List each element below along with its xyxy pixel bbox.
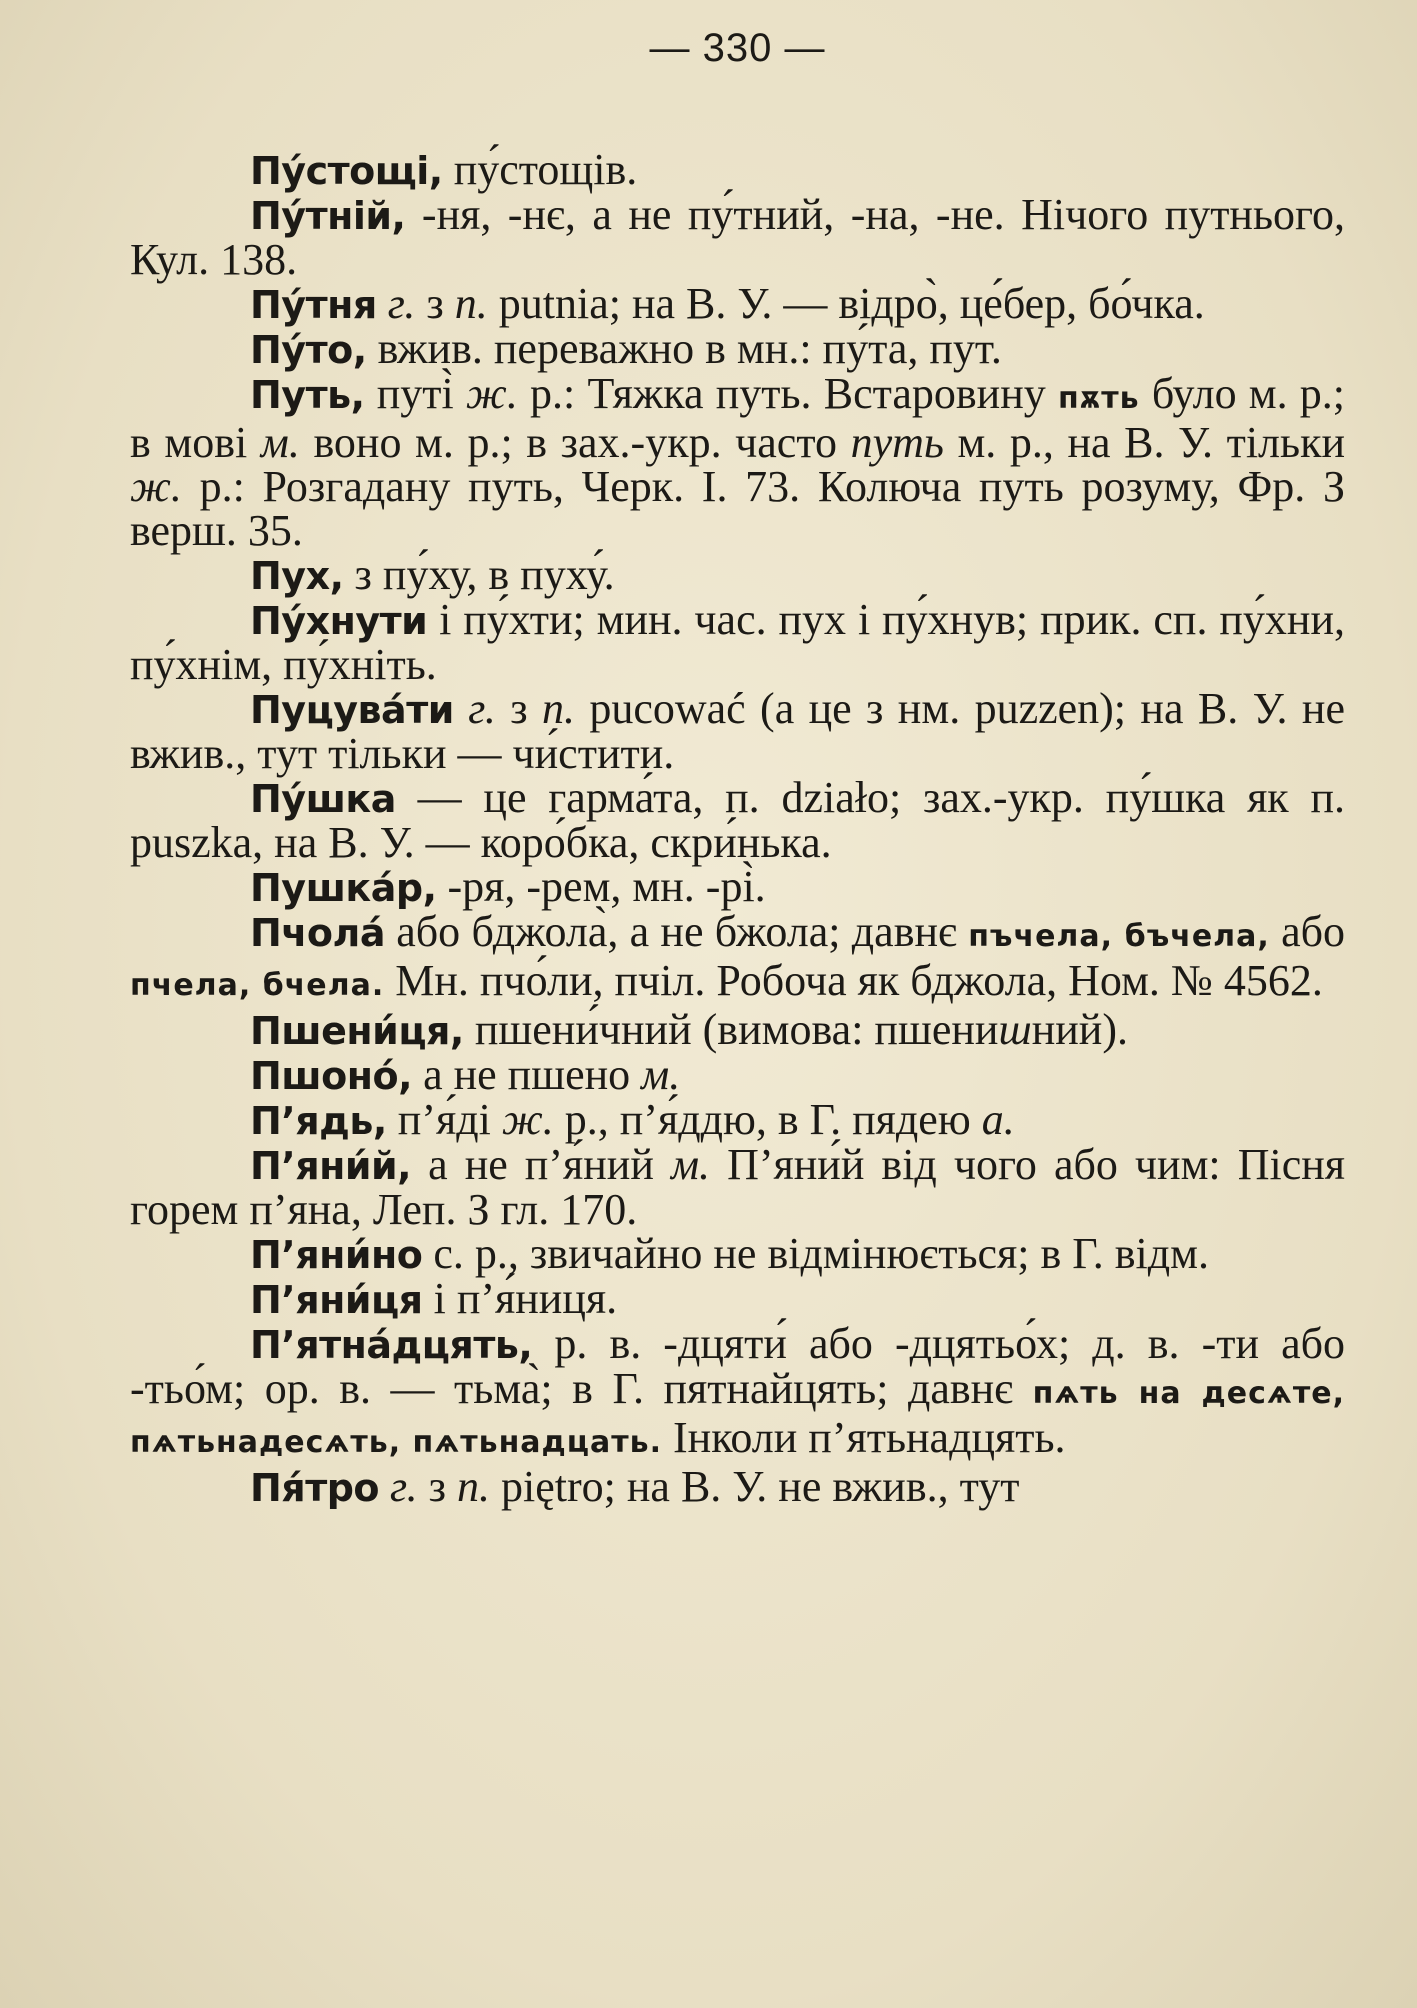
- entry-text: або: [1269, 907, 1346, 956]
- dictionary-entry: [130, 1319, 1346, 1465]
- entry-text: ний).: [1031, 1005, 1128, 1054]
- entry-text: путі̀: [364, 369, 466, 418]
- old-slavonic-form: пѧть на десѧте, пѧтьнадесѧть, пѧтьнадцать.: [130, 1376, 1346, 1460]
- entry-text: пшени́чний (вимова: пшени: [463, 1005, 999, 1054]
- entry-text: і пу́хти; мин. час. пух і пу́хнув; прик. сп. пу́хни, пу́хнім, пу́хніть.: [130, 595, 1345, 689]
- dictionary-entry: [130, 1005, 1345, 1054]
- dictionary-entry: [130, 1462, 1345, 1511]
- entry-text: -ря, -рем, мн. -рі̀.: [436, 862, 766, 911]
- dictionary-entry: [130, 684, 1345, 778]
- entry-text: -ня, -нє, а не пу́тний, -на, -не. Нічого путнього, Кул. 138.: [130, 190, 1345, 284]
- entry-text: р.: Тяжка путь. Встаровину: [517, 369, 1058, 418]
- entry-text: пу́стощів.: [442, 145, 638, 194]
- entry-text: воно м. р.; в зах.-укр. часто: [299, 418, 851, 467]
- italic-abbreviation: ж.: [130, 462, 182, 511]
- italic-abbreviation: ш: [998, 1005, 1032, 1054]
- old-slavonic-form: пѫть: [1057, 381, 1140, 416]
- italic-abbreviation: путь: [850, 418, 944, 467]
- dictionary-entry: [130, 550, 1345, 599]
- dictionary-entry: [130, 1274, 1345, 1323]
- dictionary-entry: [130, 1140, 1346, 1234]
- italic-abbreviation: п.: [541, 684, 575, 733]
- entry-text: pucować (а це з нм. puzzen); на В. У. не вжив., тут тільки — чи́стити.: [130, 684, 1345, 778]
- entry-text: а не п’я́ний: [411, 1140, 671, 1189]
- entries-list: [130, 145, 1346, 1511]
- entry-text: з: [417, 1462, 458, 1511]
- entry-text: П’яни́й від чого або чим: Пісня горем п’яна, Леп. З гл. 170.: [130, 1140, 1346, 1234]
- headword: Пшени́ця,: [250, 1009, 464, 1053]
- entry-text: Мн. пчо́ли, пчіл. Робоча як бджола, Ном. № 4562.: [384, 956, 1323, 1005]
- dictionary-entry: [130, 1050, 1345, 1099]
- italic-abbreviation: г.: [390, 1462, 418, 1511]
- italic-abbreviation: ж.: [465, 369, 518, 418]
- page-number: — 330 —: [649, 26, 826, 70]
- italic-abbreviation: п.: [457, 1462, 491, 1511]
- entry-text: — це гарма́та, п. działo; зах.-укр. пу́шка як п. puszka, на В. У. — коро́бка, скри́нька.: [130, 773, 1345, 867]
- italic-abbreviation: ж.: [501, 1095, 554, 1144]
- entry-text: з: [495, 684, 542, 733]
- headword: П’яни́й,: [250, 1144, 412, 1188]
- dictionary-entry: [130, 324, 1345, 373]
- headword: Пу́стощі,: [250, 149, 443, 193]
- italic-abbreviation: а.: [981, 1095, 1015, 1144]
- headword: Пу́тня: [250, 283, 377, 327]
- entry-text: piętro; на В. У. не вжив., тут: [490, 1462, 1020, 1511]
- dictionary-entry: [130, 1229, 1345, 1278]
- headword: П’ядь,: [250, 1099, 387, 1143]
- entry-text: з пу́ху, в пуху́.: [343, 550, 615, 599]
- entry-text: або бджола̀, а не бжола; давнє: [384, 907, 969, 956]
- headword: Пушка́р,: [250, 866, 437, 910]
- headword: Пу́хнути: [250, 599, 428, 643]
- dictionary-entry: [130, 369, 1345, 555]
- headword: Пу́то,: [250, 328, 367, 372]
- headword: П’яни́но: [250, 1233, 423, 1277]
- headword: Пчола́: [250, 911, 385, 955]
- dictionary-entry: [130, 595, 1345, 689]
- entry-text: а не пшено: [412, 1050, 642, 1099]
- headword: Путь,: [250, 373, 365, 417]
- headword: Пуцува́ти: [250, 688, 454, 732]
- italic-abbreviation: м.: [670, 1140, 711, 1189]
- entry-text: вжив. переважно в мн.: пу́та, пут.: [366, 324, 1002, 373]
- entry-text: [454, 684, 468, 733]
- headword: Пшоно́,: [250, 1054, 413, 1098]
- headword: П’ятна́дцять,: [250, 1323, 533, 1367]
- headword: Пя́тро: [250, 1466, 380, 1510]
- entry-text: і п’я́ниця.: [422, 1274, 618, 1323]
- entry-text: putnia; на В. У. — відро̀, це́бер, бо́чка.: [487, 279, 1205, 328]
- entry-text: [377, 279, 388, 328]
- entry-text: було м. р.; в мові: [130, 369, 1345, 467]
- italic-abbreviation: г.: [387, 279, 416, 328]
- old-slavonic-form: пчела, бчела.: [130, 968, 385, 1003]
- dictionary-entry: [130, 190, 1345, 284]
- entry-text: р. в. -дцяти́ або -дцятьо́х; д. в. -ти або -тьо́м; ор. в. — тьма̀; в Г. пятнайцять; давнє: [130, 1319, 1345, 1413]
- old-slavonic-form: пъчела, бъчела,: [968, 919, 1270, 954]
- italic-abbreviation: м.: [641, 1050, 681, 1099]
- italic-abbreviation: г.: [468, 684, 496, 733]
- italic-abbreviation: м.: [260, 418, 300, 467]
- headword: Пу́шка: [250, 777, 396, 821]
- entry-text: р.: Розгадану путь, Черк. I. 73. Колюча путь розуму, Фр. З верш. 35.: [130, 462, 1345, 555]
- entry-text: [379, 1462, 390, 1511]
- headword: П’яни́ця: [250, 1278, 423, 1322]
- dictionary-entry: [130, 1095, 1345, 1144]
- entry-text: п’я́ді: [386, 1095, 502, 1144]
- entry-text: м. р., на В. У. тільки: [943, 418, 1345, 467]
- headword: Пу́тній,: [250, 194, 406, 238]
- entry-text: р., п’я́ддю, в Г. пядею: [553, 1095, 982, 1144]
- entry-text: Інколи п’ятьнадцять.: [662, 1413, 1066, 1462]
- dictionary-entry: [130, 145, 1345, 194]
- dictionary-entry: [130, 907, 1346, 1008]
- headword: Пух,: [250, 554, 344, 598]
- dictionary-entry: [130, 862, 1345, 911]
- dictionary-entry: [130, 279, 1345, 328]
- entry-text: с. р., звичайно не відмінюється; в Г. відм.: [422, 1229, 1209, 1278]
- dictionary-entry: [130, 773, 1345, 867]
- italic-abbreviation: п.: [454, 279, 488, 328]
- entry-text: з: [415, 279, 455, 328]
